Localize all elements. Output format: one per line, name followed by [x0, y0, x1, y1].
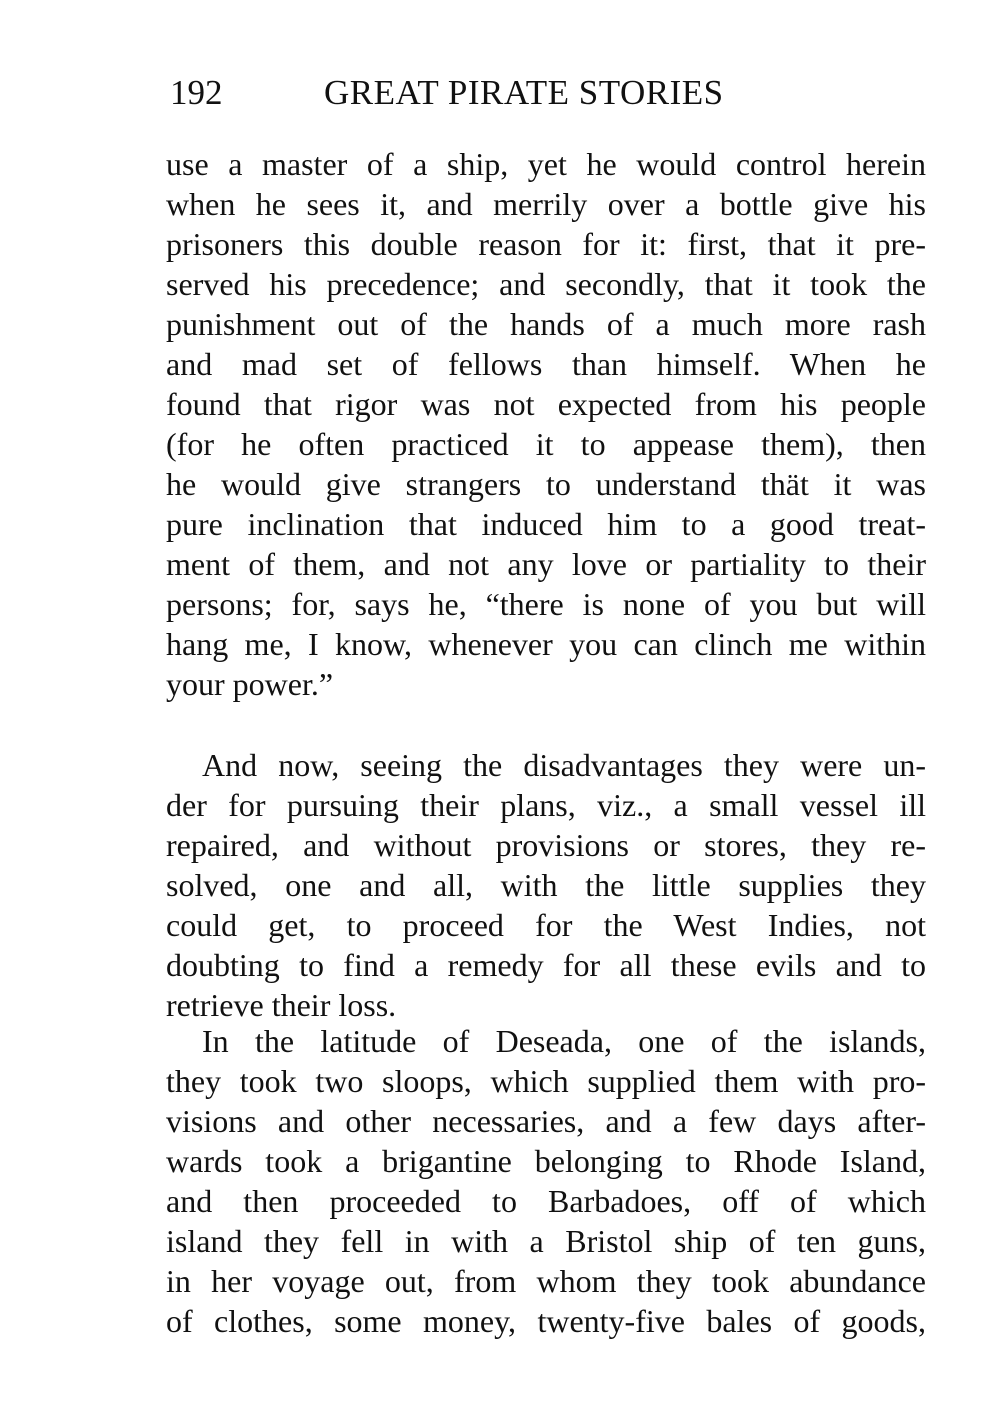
text-line: served his precedence; and secondly, that it took the [166, 266, 926, 302]
text-line: solved, one and all, with the little supplies they [166, 867, 926, 903]
text-line: persons; for, says he, “there is none of you but will [166, 586, 926, 622]
text-line: pure inclination that induced him to a good treat- [166, 506, 926, 542]
text-line: and then proceeded to Barbadoes, off of which [166, 1183, 926, 1219]
text-line: use a master of a ship, yet he would control herein [166, 146, 926, 182]
running-head [170, 68, 830, 118]
text-line: retrieve their loss. [166, 987, 397, 1023]
running-title: GREAT PIRATE STORIES [324, 73, 724, 112]
text-line: when he sees it, and merrily over a bottle give his [166, 186, 926, 222]
text-line: they took two sloops, which supplied them with pro- [166, 1063, 926, 1099]
paragraph-3 [166, 1021, 926, 1341]
text-line: der for pursuing their plans, viz., a small vessel ill [166, 787, 926, 823]
paragraph-2 [166, 745, 926, 1025]
page-number: 192 [170, 73, 223, 112]
text-line: (for he often practiced it to appease them), then [166, 426, 926, 462]
paragraph-1 [166, 144, 926, 704]
text-line: island they fell in with a Bristol ship of ten guns, [166, 1223, 926, 1259]
text-line: visions and other necessaries, and a few days after- [166, 1103, 926, 1139]
text-line: prisoners this double reason for it: first, that it pre- [166, 226, 926, 262]
text-line: your power.” [166, 666, 334, 702]
text-line: wards took a brigantine belonging to Rhode Island, [166, 1143, 926, 1179]
text-line: repaired, and without provisions or stores, they re- [166, 827, 926, 863]
text-line: of clothes, some money, twenty-five bales of goods, [166, 1303, 926, 1339]
text-line: In the latitude of Deseada, one of the islands, [202, 1023, 926, 1059]
text-line: in her voyage out, from whom they took abundance [166, 1263, 926, 1299]
text-line: could get, to proceed for the West Indies, not [166, 907, 926, 943]
text-line: doubting to find a remedy for all these evils and to [166, 947, 926, 983]
text-line: hang me, I know, whenever you can clinch me within [166, 626, 926, 662]
text-line: he would give strangers to understand thät it was [166, 466, 926, 502]
text-line: found that rigor was not expected from his people [166, 386, 926, 422]
text-line: punishment out of the hands of a much more rash [166, 306, 926, 342]
text-line: ment of them, and not any love or partiality to their [166, 546, 926, 582]
text-line: And now, seeing the disadvantages they were un- [202, 747, 926, 783]
text-line: and mad set of fellows than himself. When he [166, 346, 926, 382]
